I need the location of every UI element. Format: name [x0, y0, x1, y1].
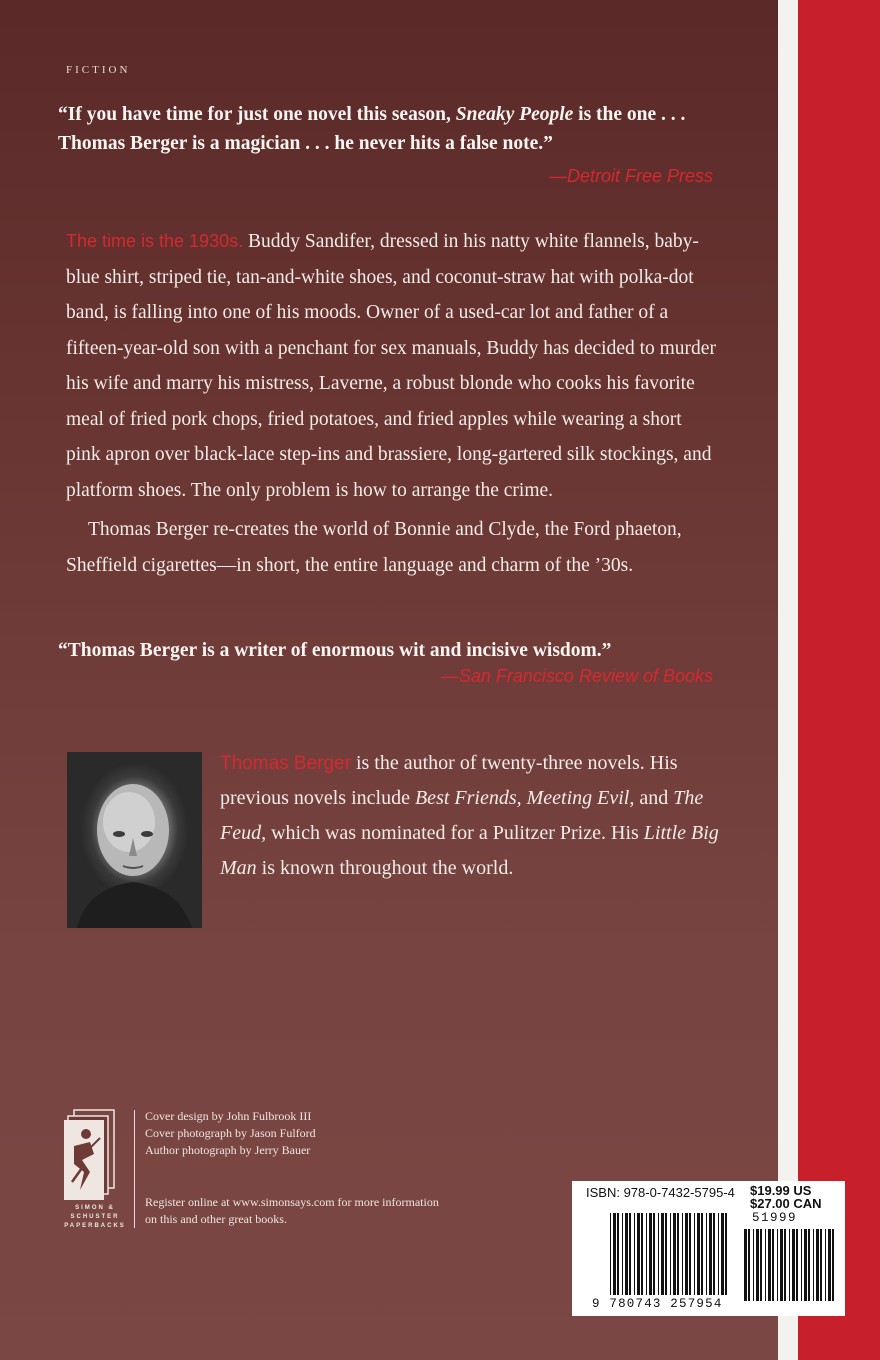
review-quote-1: [58, 100, 758, 158]
bio-text-1: is the author of twenty-three novels. His previous novels include: [220, 752, 678, 809]
quote1-open: “If you have time for just one novel this season,: [58, 104, 456, 125]
barcode-bar: [629, 1213, 631, 1295]
bio-book-3: Little Big Man: [220, 822, 719, 879]
barcode-bar: [613, 1213, 616, 1295]
author-name: Thomas Berger: [220, 753, 351, 774]
barcode-bar: [665, 1213, 667, 1295]
section-label: FICTION: [66, 64, 131, 76]
barcode-bar: [772, 1229, 774, 1301]
barcode-bar: [706, 1213, 707, 1295]
barcode-bar: [756, 1229, 759, 1301]
barcode-bar: [760, 1229, 762, 1301]
barcode-bar: [685, 1213, 688, 1295]
barcode-bar: [768, 1229, 771, 1301]
barcode-bar: [658, 1213, 659, 1295]
barcode-bar: [832, 1229, 834, 1301]
barcode-bar: [610, 1213, 611, 1295]
barcode-bar: [780, 1229, 783, 1301]
barcode-bar: [697, 1213, 700, 1295]
credit-line: Cover design by John Fulbrook III: [145, 1109, 312, 1123]
addon-digits: 51999: [752, 1211, 798, 1225]
price-can: $27.00 CAN: [750, 1196, 822, 1211]
quote1-line2: Thomas Berger is a magician . . . he never hits a false note.”: [58, 133, 553, 154]
bio-text-4: is known throughout the world.: [256, 857, 514, 879]
publisher-logo-text: SIMON & SCHUSTER PAPERBACKS: [64, 1205, 126, 1229]
publisher-divider: [134, 1110, 135, 1228]
barcode-bar: [744, 1229, 747, 1301]
credits: [145, 1108, 316, 1159]
barcode-bar: [634, 1213, 635, 1295]
price-us: $19.99 US: [750, 1183, 812, 1198]
barcode-bar: [721, 1213, 724, 1295]
quote1-title: Sneaky People: [455, 104, 574, 125]
author-photo: [67, 752, 202, 928]
barcode-bar: [709, 1213, 712, 1295]
barcode-bar: [796, 1229, 798, 1301]
barcode-bar: [625, 1213, 628, 1295]
barcode-digits: 9 780743 257954: [592, 1297, 723, 1311]
barcode-bar: [653, 1213, 655, 1295]
description-text-1: Buddy Sandifer, dressed in his natty white flannels, baby-blue shirt, striped tie, tan-and-white shoes, and coconut-straw hat with polka-dot band, is falling into one of his moods. Owner of a used-car lot and father of a fifteen-year-old son with a penchant for sex manuals, Buddy has decided to murder his wife and marry his mistress, Laverne, a robust blonde who cooks his favorite meal of fried pork chops, fried potatoes, and fried apples while wearing a short pink apron over black-lace step-ins and brassiere, long-gartered silk stockings, and platform shoes. The only problem is how to arrange the crime.: [66, 231, 716, 501]
barcode-bar: [801, 1229, 802, 1301]
barcode-bar: [777, 1229, 778, 1301]
barcode-bar: [649, 1213, 652, 1295]
review-quote-2: “Thomas Berger is a writer of enormous wit and incisive wisdom.”: [58, 640, 612, 661]
barcode-bar: [718, 1213, 719, 1295]
barcode-bar: [682, 1213, 683, 1295]
publisher-logo: [60, 1108, 130, 1234]
barcode-bar: [789, 1229, 790, 1301]
quote1-attribution: —Detroit Free Press: [548, 166, 713, 186]
barcode-bar: [820, 1229, 822, 1301]
barcode-bar: [641, 1213, 643, 1295]
author-bio: [220, 746, 720, 886]
barcode-bar: [646, 1213, 647, 1295]
barcode-bar: [828, 1229, 831, 1301]
barcode-bar: [804, 1229, 807, 1301]
barcode-bar: [689, 1213, 691, 1295]
barcode-bar: [816, 1229, 819, 1301]
bio-text-3: which was nominated for a Pulitzer Prize. His: [266, 822, 644, 844]
barcode-bar: [748, 1229, 750, 1301]
barcode-bar: [637, 1213, 640, 1295]
bio-book-1: Best Friends, Meeting Evil,: [414, 787, 635, 809]
description-lead: The time is the 1930s.: [66, 231, 244, 251]
barcode-bar: [753, 1229, 754, 1301]
barcode-bar: [701, 1213, 703, 1295]
barcode-bar: [713, 1213, 715, 1295]
barcode-bar: [622, 1213, 623, 1295]
white-stripe: [778, 0, 798, 1360]
barcode-bar: [670, 1213, 671, 1295]
barcode-bar: [808, 1229, 810, 1301]
barcode-bars: [572, 1181, 845, 1316]
barcode-bar: [792, 1229, 795, 1301]
isbn-label: ISBN: 978-0-7432-5795-4: [586, 1185, 735, 1200]
quote1-rest: is the one . . .: [573, 104, 686, 125]
red-stripe: [798, 0, 880, 1360]
barcode-bar: [813, 1229, 814, 1301]
quote2-attribution: —San Francisco Review of Books: [440, 666, 713, 686]
barcode-bar: [765, 1229, 766, 1301]
barcode-bar: [661, 1213, 664, 1295]
bio-book-2: The Feud,: [220, 787, 704, 844]
book-description: [66, 224, 716, 583]
credit-line: Cover photograph by Jason Fulford: [145, 1126, 316, 1140]
barcode-bar: [825, 1229, 826, 1301]
barcode-bar: [677, 1213, 679, 1295]
barcode-bar: [617, 1213, 619, 1295]
description-paragraph-2: Thomas Berger re-creates the world of Bonnie and Clyde, the Ford phaeton, Sheffield cigarettes—in short, the entire language and charm of the ’30s.: [66, 519, 682, 576]
barcode-box: [572, 1181, 845, 1316]
barcode-bar: [725, 1213, 727, 1295]
barcode-bar: [673, 1213, 676, 1295]
register-online-text: Register online at www.simonsays.com for more information on this and other great books.: [145, 1195, 439, 1226]
credit-line: Author photograph by Jerry Bauer: [145, 1143, 311, 1157]
barcode-bar: [784, 1229, 786, 1301]
barcode-bar: [694, 1213, 695, 1295]
description-paragraph-1: [66, 224, 716, 508]
bio-text-2: and: [634, 787, 674, 809]
